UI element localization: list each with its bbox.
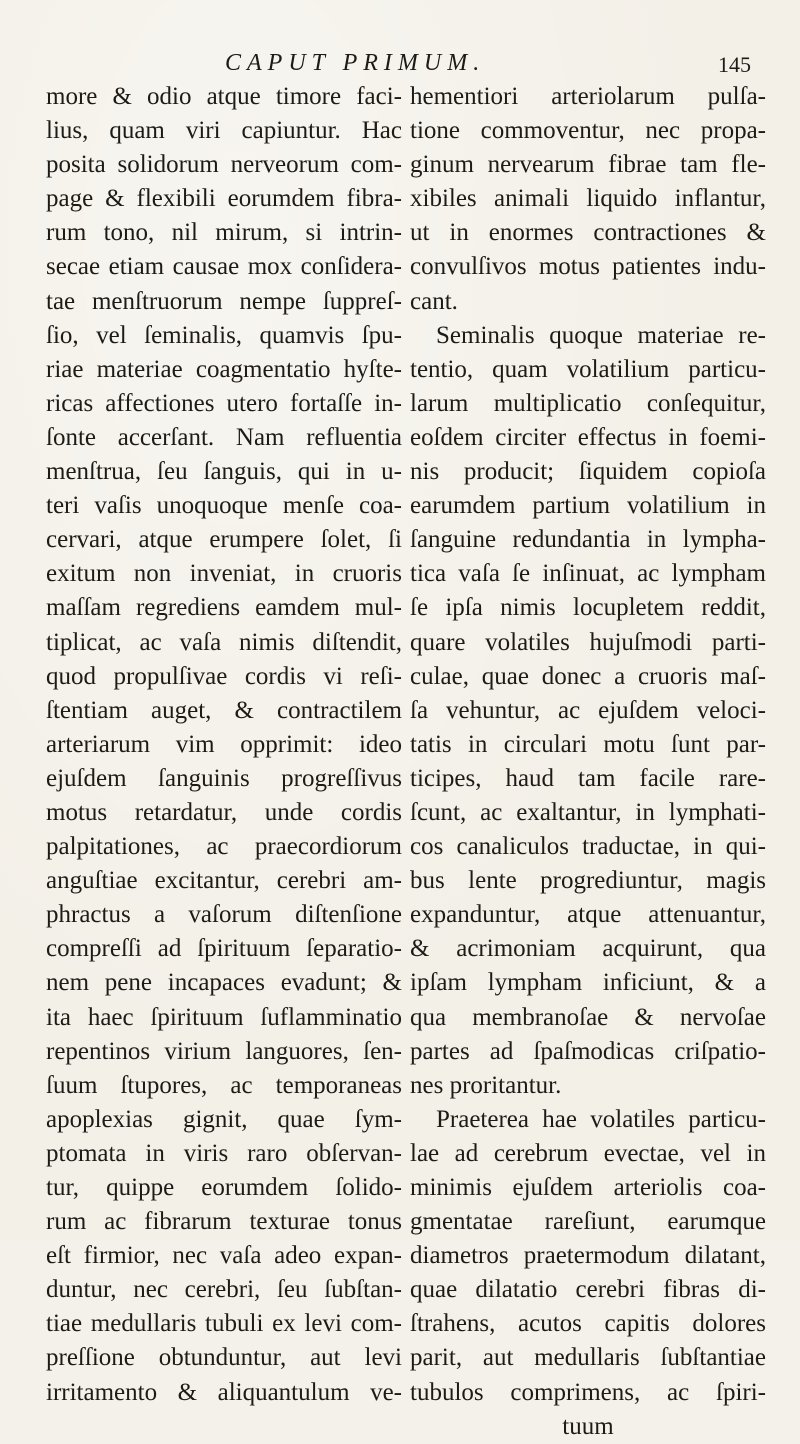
text-line: partes ad ſpaſmodicas criſpatio- <box>410 1037 766 1065</box>
text-line: motus retardatur, unde cordis <box>46 798 402 826</box>
text-line: ipſam lympham inficiunt, & a <box>410 969 766 997</box>
text-line: secae etiam causae mox conſidera- <box>46 253 402 281</box>
text-line: eſt firmior, nec vaſa adeo expan- <box>46 1242 402 1270</box>
text-line: ſonte accerſant. Nam refluentia <box>46 423 402 451</box>
text-line: posita solidorum nerveorum com- <box>46 151 402 179</box>
text-line: parit, aut medullaris ſubſtantiae <box>410 1344 766 1372</box>
text-line: minimis ejuſdem arteriolis coa- <box>410 1174 766 1201</box>
text-line: ſe ipſa nimis locupletem reddit, <box>410 594 766 622</box>
text-line: eoſdem circiter effectus in foemi- <box>410 423 766 451</box>
text-line: tentio, quam volatilium particu- <box>410 355 766 383</box>
text-line: tatis in circulari motu ſunt par- <box>410 730 766 758</box>
text-line: anguſtiae excitantur, cerebri am- <box>46 867 402 895</box>
text-line: ptomata in viris raro obſervan- <box>46 1139 402 1167</box>
text-line: rum ac fibrarum texturae tonus <box>46 1208 402 1236</box>
text-line: ut in enormes contractiones & <box>410 219 766 247</box>
text-line: tione commoventur, nec propa- <box>410 117 766 145</box>
text-line: page & flexibili eorumdem fibra- <box>46 185 402 213</box>
text-line: phractus a vaſorum diſtenſione <box>46 901 402 929</box>
catchword: tuum <box>562 1412 614 1440</box>
text-line: ricas affectiones utero fortaſſe in- <box>46 389 402 417</box>
text-line: rum tono, nil mirum, si intrin- <box>46 219 402 247</box>
text-line: lae ad cerebrum evectae, vel in <box>410 1139 766 1167</box>
text-line: irritamento & aliquantulum ve- <box>46 1378 402 1406</box>
text-line: menſtrua, ſeu ſanguis, qui in u- <box>46 458 402 486</box>
text-line: ſa vehuntur, ac ejuſdem veloci- <box>410 696 766 724</box>
text-line: lius, quam viri capiuntur. Hac <box>46 117 402 145</box>
text-line: nem pene incapaces evadunt; & <box>46 969 402 997</box>
text-line: tica vaſa ſe inſinuat, ac lympham <box>410 560 766 588</box>
text-line: maſſam regrediens eamdem mul- <box>46 594 402 622</box>
text-line: tiplicat, ac vaſa nimis diſtendit, <box>46 628 402 656</box>
text-line: arteriarum vim opprimit: ideo <box>46 730 402 758</box>
text-line: xibiles animali liquido inflantur, <box>410 185 766 213</box>
text-line: quod propulſivae cordis vi reſi- <box>46 662 402 690</box>
right-column <box>410 80 766 1444</box>
text-line: tae menſtruorum nempe ſuppreſ- <box>46 287 402 315</box>
text-line: bus lente progrediuntur, magis <box>410 867 766 895</box>
text-line: apoplexias gignit, quae ſym- <box>46 1105 402 1133</box>
text-line: teri vaſis unoquoque menſe coa- <box>46 492 402 520</box>
text-line: culae, quae donec a cruoris maſ- <box>410 662 766 690</box>
text-line: ejuſdem ſanguinis progreſſivus <box>46 764 402 792</box>
text-line: hementiori arteriolarum pulſa- <box>410 83 766 110</box>
page-number: 145 <box>718 52 751 77</box>
paragraph-start-line: Praeterea hae volatiles particu- <box>436 1105 766 1133</box>
text-line: duntur, nec cerebri, ſeu ſubſtan- <box>46 1276 402 1304</box>
text-line: ſanguine redundantia in lympha- <box>410 526 766 554</box>
text-line: tur, quippe eorumdem ſolido- <box>46 1174 402 1201</box>
text-line: more & odio atque timore faci- <box>46 83 402 110</box>
page-header <box>0 50 800 84</box>
text-line: ſtrahens, acutos capitis dolores <box>410 1310 766 1338</box>
text-line: qua membranoſae & nervoſae <box>410 1003 766 1031</box>
text-line: preſſione obtunduntur, aut levi <box>46 1344 402 1372</box>
text-line: cervari, atque erumpere ſolet, ſi <box>46 526 402 554</box>
text-line: cos canaliculos traductae, in qui- <box>410 833 766 861</box>
text-line: quae dilatatio cerebri fibras di- <box>410 1276 766 1304</box>
text-line: convulſivos motus patientes indu- <box>410 253 766 281</box>
text-line: larum multiplicatio conſequitur, <box>410 389 766 417</box>
text-line: ſtentiam auget, & contractilem <box>46 696 402 724</box>
text-line: earumdem partium volatilium in <box>410 492 766 520</box>
text-line: riae materiae coagmentatio hyſte- <box>46 355 402 383</box>
text-line: expanduntur, atque attenuantur, <box>410 901 766 929</box>
text-line: diametros praetermodum dilatant, <box>410 1242 766 1270</box>
left-column <box>46 80 402 1410</box>
running-head: CAPUT PRIMUM. <box>225 50 486 76</box>
text-line: cant. <box>410 287 458 315</box>
text-line: palpitationes, ac praecordiorum <box>46 833 402 861</box>
text-line: ſcunt, ac exaltantur, in lymphati- <box>410 798 766 826</box>
text-line: ſio, vel ſeminalis, quamvis ſpu- <box>46 321 402 349</box>
paragraph-start-line: Seminalis quoque materiae re- <box>436 321 766 349</box>
text-line: ita haec ſpirituum ſuflamminatio <box>46 1003 402 1031</box>
text-line: ticipes, haud tam facile rare- <box>410 764 766 792</box>
text-line: exitum non inveniat, in cruoris <box>46 560 402 588</box>
text-line: nes proritantur. <box>410 1071 562 1099</box>
text-line: ſuum ſtupores, ac temporaneas <box>46 1071 402 1099</box>
text-line: compreſſi ad ſpirituum ſeparatio- <box>46 935 402 963</box>
text-line: tubulos comprimens, ac ſpiri- <box>410 1378 766 1406</box>
text-line: ginum nervearum fibrae tam fle- <box>410 151 766 179</box>
text-line: tiae medullaris tubuli ex levi com- <box>46 1310 402 1338</box>
text-line: gmentatae rareſiunt, earumque <box>410 1208 766 1236</box>
text-line: repentinos virium languores, ſen- <box>46 1037 402 1065</box>
text-line: & acrimoniam acquirunt, qua <box>410 935 766 963</box>
text-line: quare volatiles hujuſmodi parti- <box>410 628 766 656</box>
text-line: nis producit; ſiquidem copioſa <box>410 458 766 486</box>
